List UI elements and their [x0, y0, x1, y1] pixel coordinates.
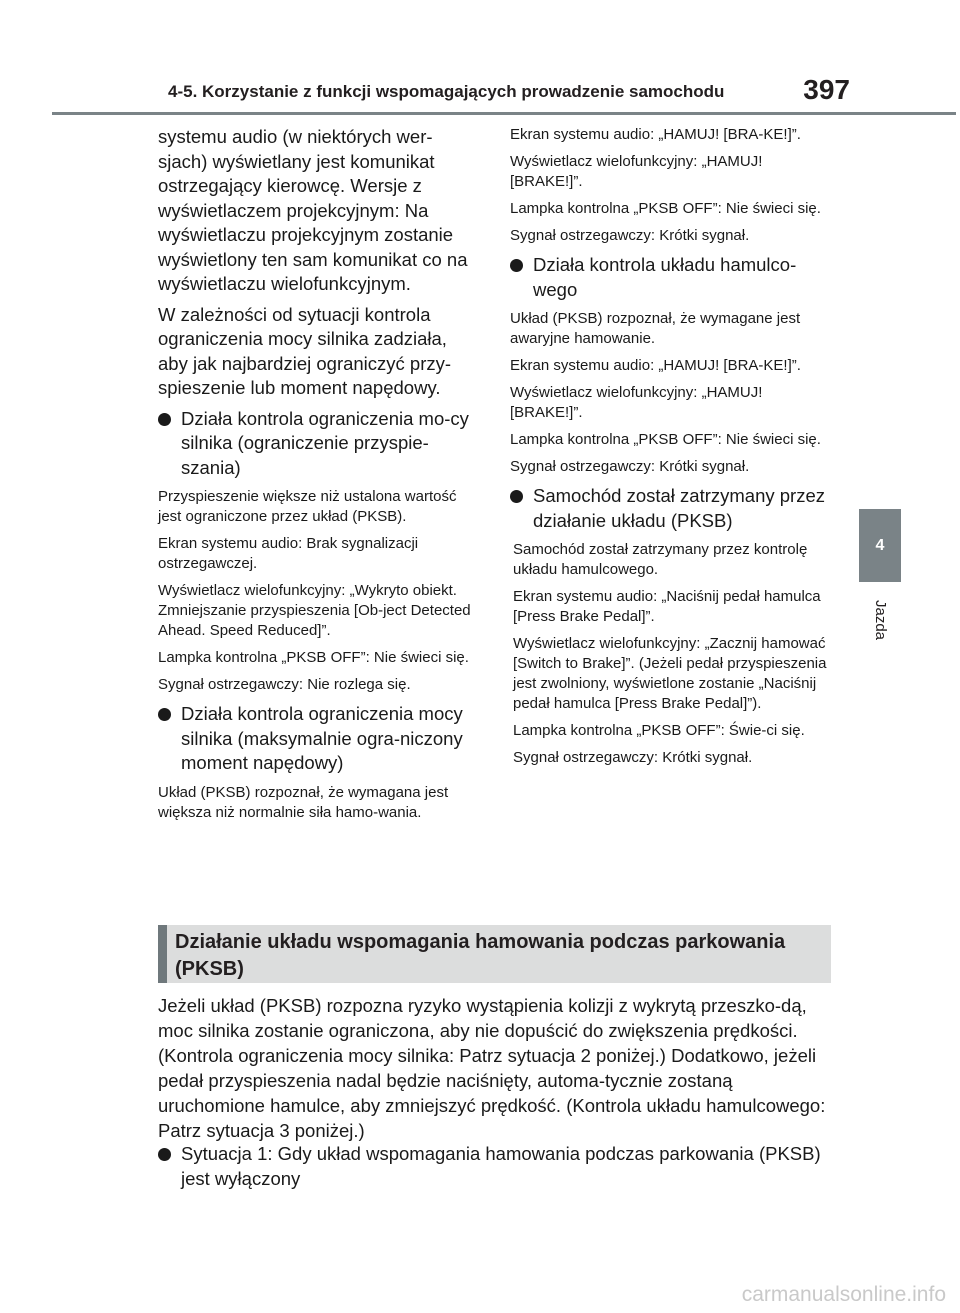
situation-list: [158, 1142, 833, 1191]
bullet-dot-icon: [158, 708, 171, 721]
detail-line: Układ (PKSB) rozpoznał, że wymagane jest awaryjne hamowanie.: [510, 310, 801, 347]
bullet-dot-icon: [510, 490, 523, 503]
paragraph: systemu audio (w niektórych wer-sjach) wyświetlany jest komunikat ostrzegający kierowcę. Wersje z wyświetlaczem projekcyjnym: Na wyświetlaczu projekcyjnym zostanie wyświetlony ten sam komunikat co na wyświetlaczu wielofunkcyjnym.: [158, 126, 468, 294]
bullet-dot-icon: [158, 413, 171, 426]
right-column: [510, 125, 832, 775]
detail-line: Sygnał ostrzegawczy: Krótki sygnał.: [513, 749, 753, 766]
detail-line: Lampka kontrolna „PKSB OFF”: Świe-ci się.: [513, 722, 805, 739]
detail-line: Układ (PKSB) rozpoznał, że wymagana jest większa niż normalnie siła hamo-wania.: [158, 783, 449, 821]
detail-line: Wyświetlacz wielofunkcyjny: „HAMUJ! [BRAKE!]”.: [510, 153, 763, 190]
detail-line: Wyświetlacz wielofunkcyjny: „Zacznij hamować [Switch to Brake]”. (Jeżeli pedał przyspieszenia jest zwolniony, wyświetlone zostanie „Naciśnij pedał hamulca [Press Brake Pedal]”).: [513, 635, 827, 712]
bullet-heading: Działa kontrola ograniczenia mocy silnika (maksymalnie ogra-niczony moment napędowy): [158, 702, 480, 776]
header-rule: [52, 112, 956, 115]
paragraph: W zależności od sytuacji kontrola ograniczenia mocy silnika zadziała, aby jak najbardziej ograniczyć przy-spieszenie lub moment napędowy.: [158, 303, 452, 398]
watermark: carmanualsonline.info: [741, 1283, 946, 1306]
bullet-heading: Samochód został zatrzymany przez działanie układu (PKSB): [510, 484, 832, 533]
detail-line: Lampka kontrolna „PKSB OFF”: Nie świeci się.: [510, 200, 821, 217]
detail-line: Wyświetlacz wielofunkcyjny: „Wykryto obiekt. Zmniejszanie przyspieszenia [Ob-ject Detected Ahead. Speed Reduced]”.: [158, 582, 471, 639]
header-title: 4-5. Korzystanie z funkcji wspomagających prowadzenie samochodu: [168, 82, 725, 101]
bullet-heading: Działa kontrola ograniczenia mo-cy silnika (ograniczenie przyspie-szania): [158, 407, 480, 481]
chapter-label: Jazda: [872, 600, 889, 641]
detail-line: Ekran systemu audio: „HAMUJ! [BRA-KE!]”.: [510, 126, 801, 143]
detail-line: Ekran systemu audio: Brak sygnalizacji ostrzegawczej.: [158, 535, 419, 572]
section-body: Jeżeli układ (PKSB) rozpozna ryzyko wystąpienia kolizji z wykrytą przeszko-dą, moc silnika zostanie ograniczona, aby nie dopuścić do zwiększenia prędkości. (Kontrola ograniczenia mocy silnika: Patrz sytuacja 2 poniżej.) Dodatkowo, jeżeli pedał przyspieszenia nadal będzie naciśnięty, automa-tycznie zostaną uruchomione hamulce, aby zmniejszyć prędkość. (Kontrola układu hamulcowego: Patrz sytuacja 3 poniżej.): [158, 995, 826, 1141]
page-header: [158, 74, 858, 110]
detail-line: Sygnał ostrzegawczy: Krótki sygnał.: [510, 227, 750, 244]
bullet-dot-icon: [510, 259, 523, 272]
detail-line: Wyświetlacz wielofunkcyjny: „HAMUJ! [BRAKE!]”.: [510, 384, 763, 421]
detail-line: Przyspieszenie większe niż ustalona wartość jest ograniczone przez układ (PKSB).: [158, 488, 457, 525]
bullet-heading: Działa kontrola układu hamulco-wego: [510, 253, 832, 302]
detail-line: Lampka kontrolna „PKSB OFF”: Nie świeci się.: [510, 431, 821, 448]
detail-line: Ekran systemu audio: „Naciśnij pedał hamulca [Press Brake Pedal]”.: [513, 588, 821, 625]
chapter-tab: 4: [859, 509, 901, 582]
bullet-dot-icon: [158, 1148, 171, 1161]
page-number: 397: [803, 74, 850, 105]
detail-line: Ekran systemu audio: „HAMUJ! [BRA-KE!]”.: [510, 357, 801, 374]
detail-line: Sygnał ostrzegawczy: Krótki sygnał.: [510, 458, 750, 475]
detail-line: Sygnał ostrzegawczy: Nie rozlega się.: [158, 676, 411, 693]
detail-line: Lampka kontrolna „PKSB OFF”: Nie świeci się.: [158, 649, 469, 666]
bullet-heading: Sytuacja 1: Gdy układ wspomagania hamowania podczas parkowania (PKSB) jest wyłączony: [158, 1142, 833, 1191]
section-heading-box: [158, 925, 831, 983]
left-column: [158, 125, 480, 830]
detail-line: Samochód został zatrzymany przez kontrolę układu hamulcowego.: [513, 541, 808, 578]
section-title: Działanie układu wspomagania hamowania podczas parkowania (PKSB): [175, 931, 786, 980]
